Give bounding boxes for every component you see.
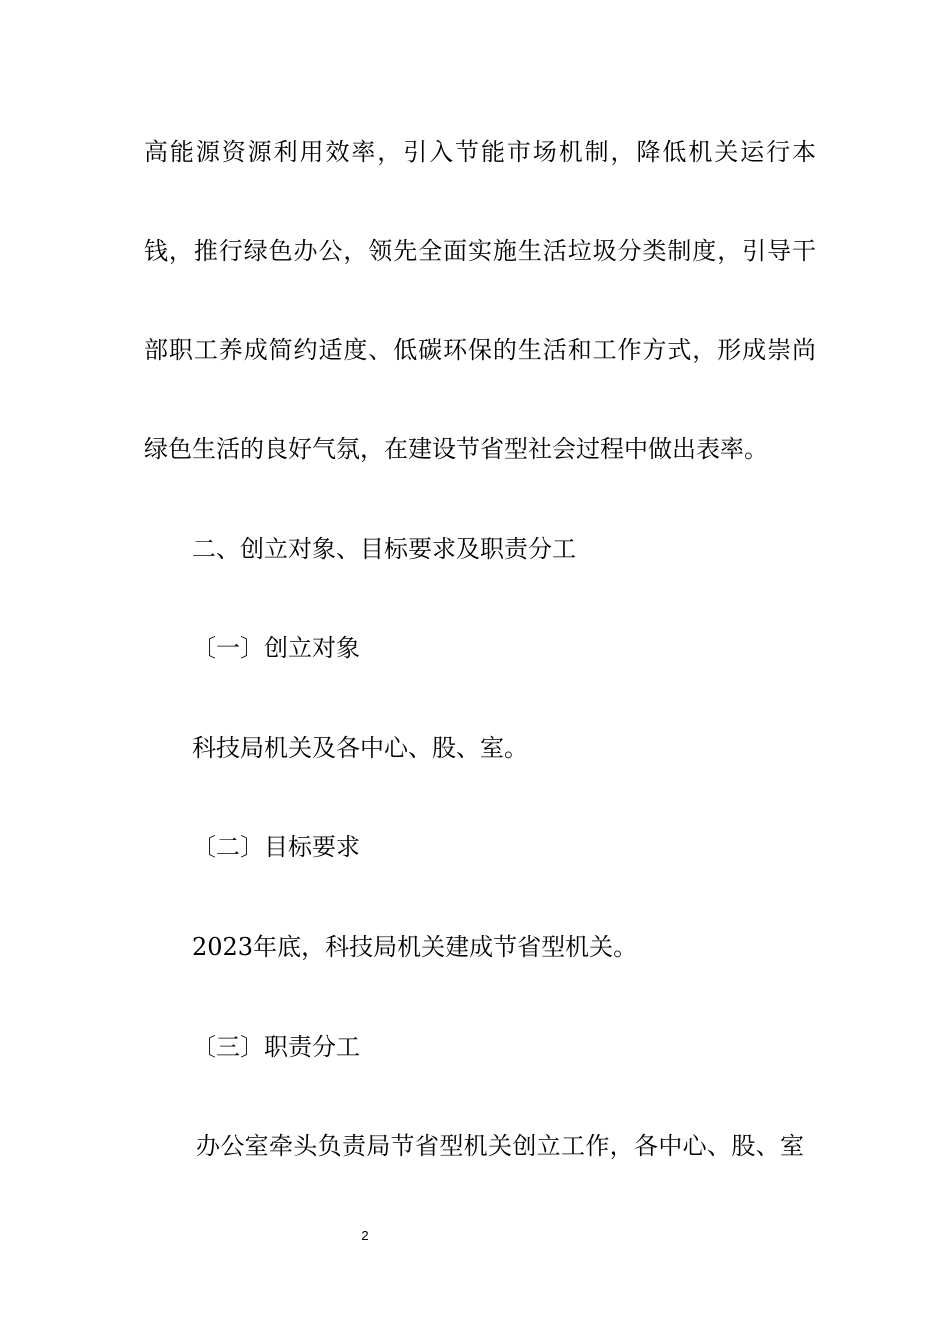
paragraph-line-1: 高能源资源利用效率，引入节能市场机制，降低机关运行本 (144, 138, 816, 166)
subsection-text-2: 2023年底，科技局机关建成节省型机关。 (192, 933, 638, 961)
paragraph-line-4: 绿色生活的良好气氛，在建设节省型社会过程中做出表率。 (144, 435, 768, 463)
page-number: 2 (361, 1228, 369, 1243)
subsection-heading-2: 〔二〕目标要求 (192, 833, 360, 861)
subsection-text-1: 科技局机关及各中心、股、室。 (192, 734, 528, 762)
paragraph-line-2: 钱，推行绿色办公，领先全面实施生活垃圾分类制度，引导干 (144, 237, 816, 265)
subsection-text-3: 办公室牵头负责局节省型机关创立工作，各中心、股、室 (196, 1132, 804, 1160)
section-heading: 二、创立对象、目标要求及职责分工 (192, 535, 576, 563)
subsection-heading-3: 〔三〕职责分工 (192, 1033, 360, 1061)
paragraph-line-3: 部职工养成简约适度、低碳环保的生活和工作方式，形成崇尚 (144, 336, 816, 364)
subsection-heading-1: 〔一〕创立对象 (192, 634, 360, 662)
